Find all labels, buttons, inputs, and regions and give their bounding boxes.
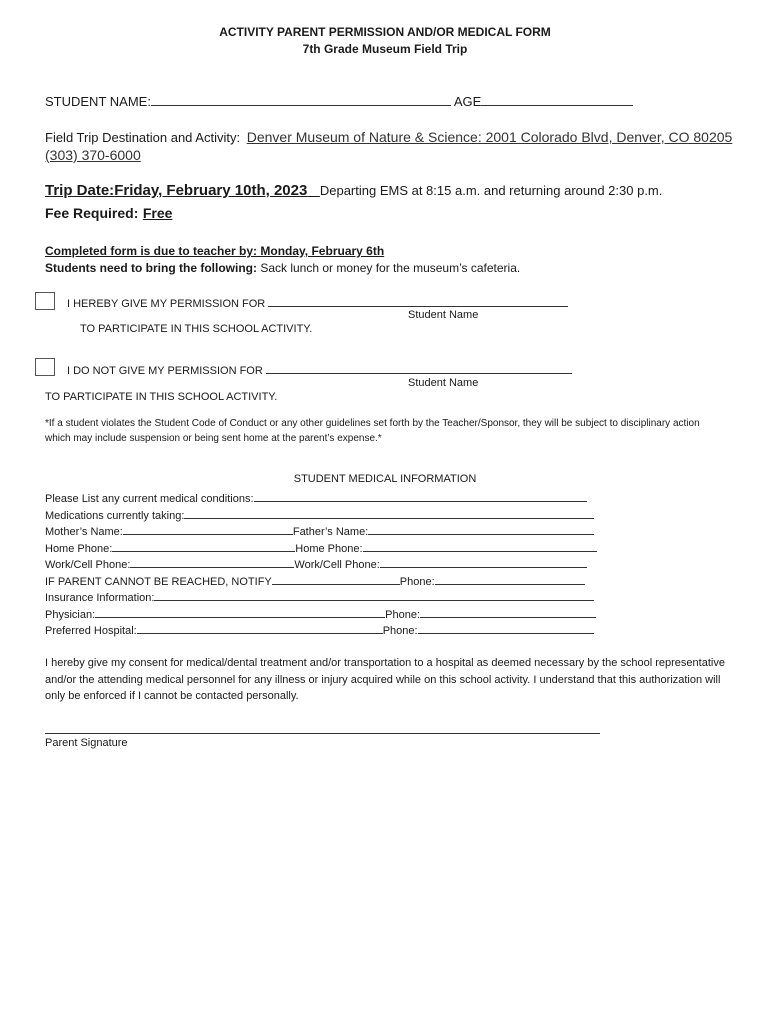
trip-date-value: Friday, February 10th, 2023: [114, 182, 308, 199]
hospital-phone-label: Phone:: [382, 625, 418, 637]
deny-permission-checkbox[interactable]: [35, 358, 55, 376]
conditions-label: Please List any current medical conditions:: [45, 493, 254, 505]
give-participate-text: TO PARTICIPATE IN THIS SCHOOL ACTIVITY.: [80, 323, 313, 335]
parent-signature-field[interactable]: [45, 733, 600, 734]
age-field[interactable]: [481, 94, 633, 106]
student-name-label: STUDENT NAME:: [45, 94, 151, 109]
student-name-row: [45, 94, 633, 109]
due-date-text: Completed form is due to teacher by: Monday, February 6th: [45, 244, 385, 258]
form-title: ACTIVITY PARENT PERMISSION AND/OR MEDICAL FORM: [219, 25, 551, 39]
father-work-phone-label: Work/Cell Phone:: [294, 559, 380, 571]
hospital-field[interactable]: [137, 622, 383, 634]
destination-phone: (303) 370-6000: [45, 147, 141, 163]
father-name-label: Father’s Name:: [292, 526, 369, 538]
consent-text: I hereby give my consent for medical/dental treatment and/or transportation to a hospital as deemed necessary by the school representative and/or the attending medical personnel for any illness or injury acquired while on this school activity. I understand that this authorization will only be enforced if I cannot be contacted personally.: [45, 657, 725, 702]
father-home-phone-field[interactable]: [363, 540, 597, 552]
trip-date-label: Trip Date:: [45, 182, 115, 199]
home-phone-row: [45, 540, 597, 555]
deny-student-name-caption: Student Name: [408, 377, 479, 389]
fee-value: Free: [142, 205, 173, 221]
notify-label: IF PARENT CANNOT BE REACHED, NOTIFY: [45, 576, 272, 588]
deny-student-name-field[interactable]: [266, 362, 572, 374]
destination-row: [45, 129, 732, 145]
father-work-phone-field[interactable]: [380, 556, 587, 568]
bring-value: Sack lunch or money for the museum’s cafeteria.: [260, 261, 521, 275]
bring-label: Students need to bring the following:: [45, 261, 257, 275]
mother-home-phone-label: Home Phone:: [45, 543, 113, 555]
hospital-row: [45, 622, 594, 637]
mother-work-phone-label: Work/Cell Phone:: [45, 559, 131, 571]
bring-row: [45, 261, 520, 275]
give-permission-checkbox[interactable]: [35, 292, 55, 310]
fee-row: [45, 205, 172, 223]
work-phone-row: [45, 556, 587, 571]
parents-name-row: [45, 523, 594, 538]
physician-field[interactable]: [95, 606, 385, 618]
physician-label: Physician:: [45, 609, 96, 621]
conduct-note: *If a student violates the Student Code of Conduct or any other guidelines set forth by the Teacher/Sponsor, they will be subject to disciplinary action which may include suspension or being sent home at the parent’s expense.*: [45, 418, 700, 444]
mother-home-phone-field[interactable]: [112, 540, 295, 552]
insurance-row: [45, 589, 594, 604]
hospital-label: Preferred Hospital:: [45, 625, 137, 637]
give-student-name-field[interactable]: [268, 295, 568, 307]
medications-row: [45, 507, 594, 522]
give-student-name-caption: Student Name: [408, 309, 479, 321]
medical-section-title: STUDENT MEDICAL INFORMATION: [293, 473, 477, 485]
give-permission-text: I HEREBY GIVE MY PERMISSION FOR: [67, 298, 266, 310]
notify-phone-field[interactable]: [435, 573, 585, 585]
deny-participate-text: TO PARTICIPATE IN THIS SCHOOL ACTIVITY.: [45, 391, 278, 403]
age-label: AGE: [453, 94, 482, 109]
mother-name-label: Mother’s Name:: [45, 526, 123, 538]
destination-label: Field Trip Destination and Activity:: [45, 130, 241, 145]
physician-phone-field[interactable]: [420, 606, 596, 618]
deny-permission-row: [67, 362, 572, 377]
father-name-field[interactable]: [368, 523, 594, 535]
deny-permission-text: I DO NOT GIVE MY PERMISSION FOR: [67, 365, 263, 377]
student-name-field[interactable]: [151, 94, 451, 106]
departure-text: Departing EMS at 8:15 a.m. and returning around 2:30 p.m.: [319, 183, 663, 198]
mother-name-field[interactable]: [123, 523, 293, 535]
destination-value: Denver Museum of Nature & Science: 2001 Colorado Blvd, Denver, CO 80205: [246, 129, 733, 145]
conditions-row: [45, 490, 587, 505]
physician-phone-label: Phone:: [385, 609, 421, 621]
medications-field[interactable]: [184, 507, 594, 519]
mother-work-phone-field[interactable]: [130, 556, 294, 568]
trip-date-row: [45, 182, 662, 200]
physician-row: [45, 606, 596, 621]
hospital-phone-field[interactable]: [418, 622, 594, 634]
conditions-field[interactable]: [254, 490, 587, 502]
notify-field[interactable]: [272, 573, 400, 585]
notify-row: [45, 573, 585, 588]
fee-label: Fee Required:: [45, 205, 139, 221]
give-permission-row: [67, 295, 568, 310]
insurance-field[interactable]: [154, 589, 594, 601]
father-home-phone-label: Home Phone:: [295, 543, 363, 555]
medications-label: Medications currently taking:: [45, 510, 185, 522]
form-subtitle: 7th Grade Museum Field Trip: [302, 42, 468, 56]
insurance-label: Insurance Information:: [45, 592, 155, 604]
parent-signature-label: Parent Signature: [45, 737, 128, 749]
notify-phone-label: Phone:: [399, 576, 435, 588]
